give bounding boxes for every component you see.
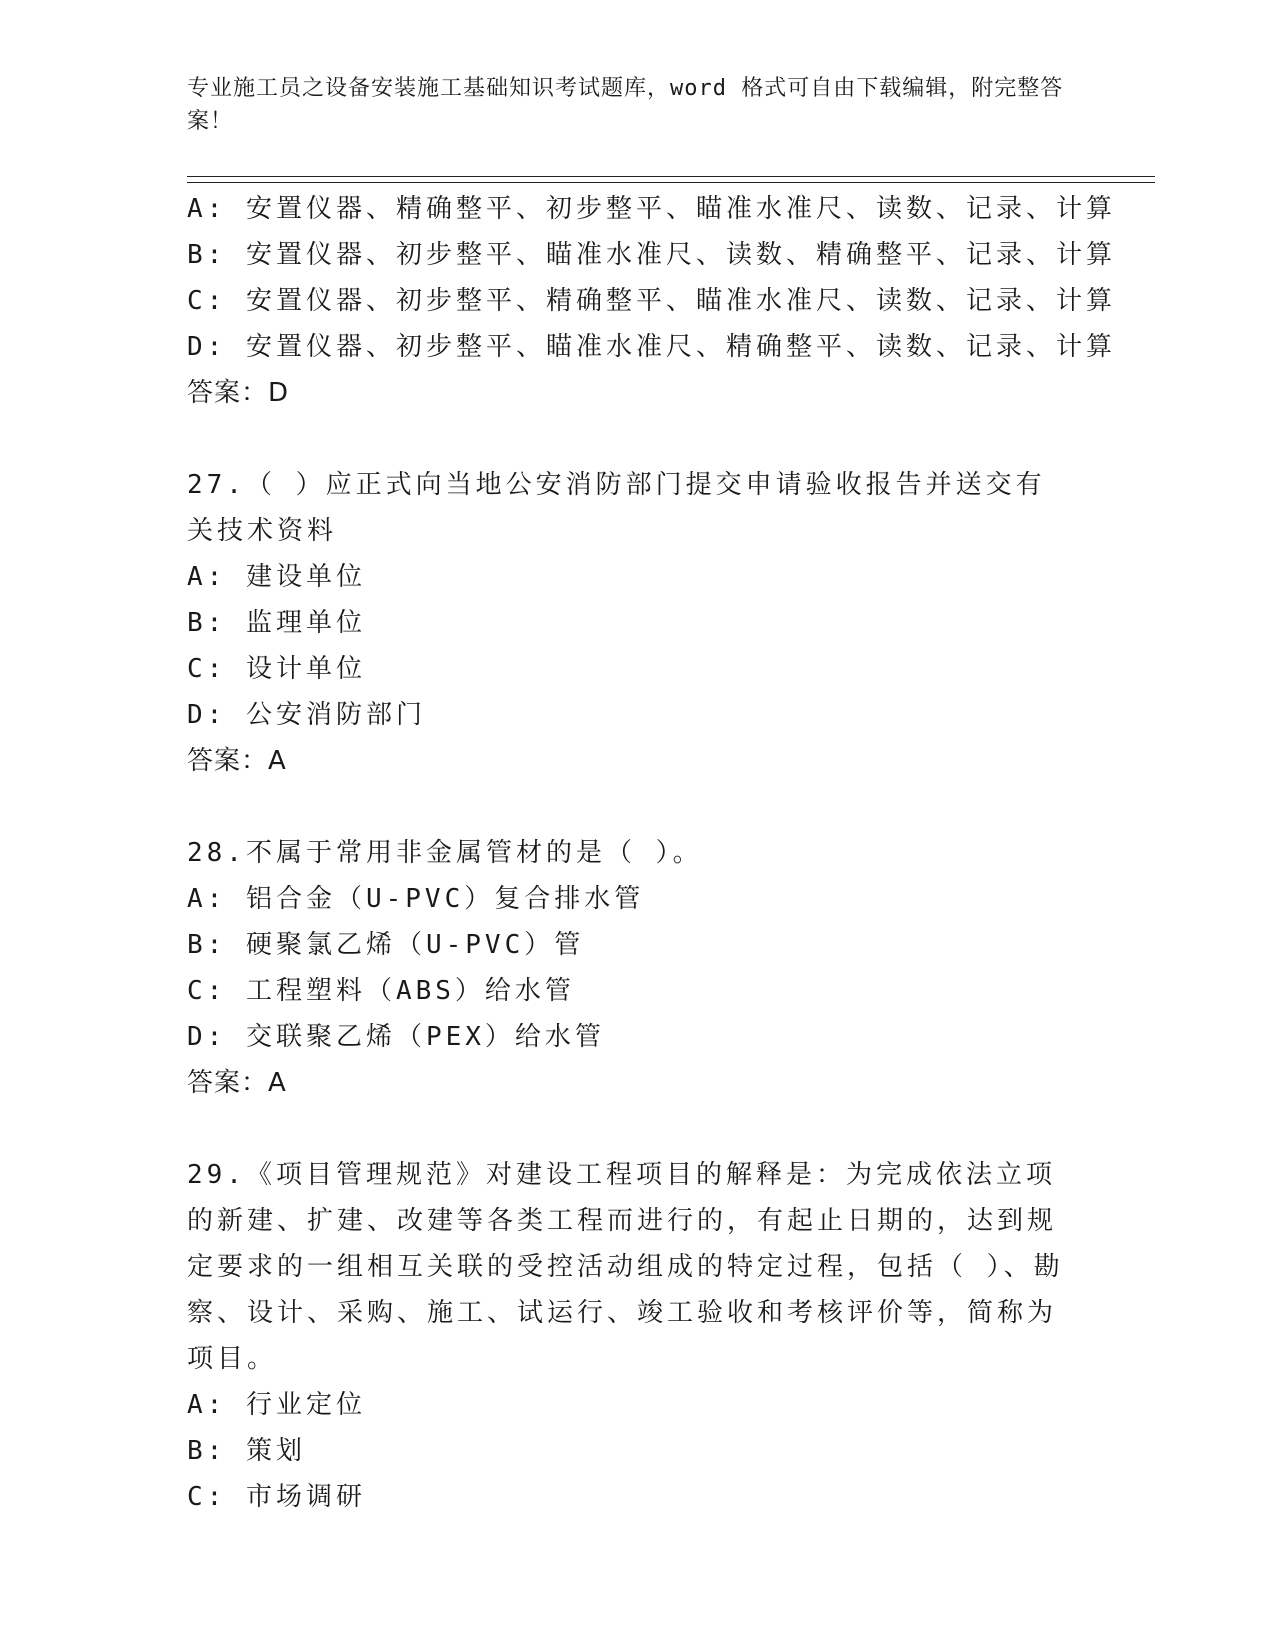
option-b: B: 安置仪器、初步整平、瞄准水准尺、读数、精确整平、记录、计算 bbox=[187, 240, 1116, 270]
option-d: D: 交联聚乙烯（PEX）给水管 bbox=[187, 1022, 605, 1052]
option-c: C: 工程塑料（ABS）给水管 bbox=[187, 976, 575, 1006]
option-b: B: 策划 bbox=[187, 1436, 306, 1466]
option-a: A: 安置仪器、精确整平、初步整平、瞄准水准尺、读数、记录、计算 bbox=[187, 194, 1116, 224]
question-list bbox=[187, 186, 1116, 1520]
question-stem: 29.《项目管理规范》对建设工程项目的解释是：为完成依法立项的新建、扩建、改建等各类工程而进行的，有起止日期的，达到规定要求的一组相互关联的受控活动组成的特定过程，包括（ ）、勘察、设计、采购、施工、试运行、竣工验收和考核评价等，简称为项目。 bbox=[187, 1160, 1064, 1374]
option-b: B: 监理单位 bbox=[187, 608, 366, 638]
spacer bbox=[187, 416, 1087, 462]
question-stem: 28.不属于常用非金属管材的是（ ）。 bbox=[187, 838, 703, 868]
option-c: C: 安置仪器、初步整平、精确整平、瞄准水准尺、读数、记录、计算 bbox=[187, 286, 1116, 316]
option-a: A: 建设单位 bbox=[187, 562, 366, 592]
answer-line: 答案：D bbox=[187, 378, 290, 408]
question-26 bbox=[187, 186, 1116, 416]
header-divider-bottom bbox=[187, 182, 1155, 183]
document-header: 专业施工员之设备安装施工基础知识考试题库，word 格式可自由下载编辑，附完整答案！ bbox=[187, 76, 1064, 134]
spacer bbox=[187, 784, 1087, 830]
option-a: A: 铝合金（U-PVC）复合排水管 bbox=[187, 884, 645, 914]
answer-line: 答案：A bbox=[187, 746, 287, 776]
question-28 bbox=[187, 830, 1087, 1106]
answer-line: 答案：A bbox=[187, 1068, 287, 1098]
question-27 bbox=[187, 462, 1087, 784]
option-c: C: 设计单位 bbox=[187, 654, 366, 684]
spacer bbox=[187, 1106, 1087, 1152]
header-divider-top bbox=[187, 176, 1155, 177]
option-d: D: 公安消防部门 bbox=[187, 700, 426, 730]
option-d: D: 安置仪器、初步整平、瞄准水准尺、精确整平、读数、记录、计算 bbox=[187, 332, 1116, 362]
option-c: C: 市场调研 bbox=[187, 1482, 366, 1512]
option-b: B: 硬聚氯乙烯（U-PVC）管 bbox=[187, 930, 585, 960]
option-a: A: 行业定位 bbox=[187, 1390, 366, 1420]
question-stem: 27.（ ）应正式向当地公安消防部门提交申请验收报告并送交有关技术资料 bbox=[187, 470, 1046, 546]
question-29 bbox=[187, 1152, 1087, 1520]
